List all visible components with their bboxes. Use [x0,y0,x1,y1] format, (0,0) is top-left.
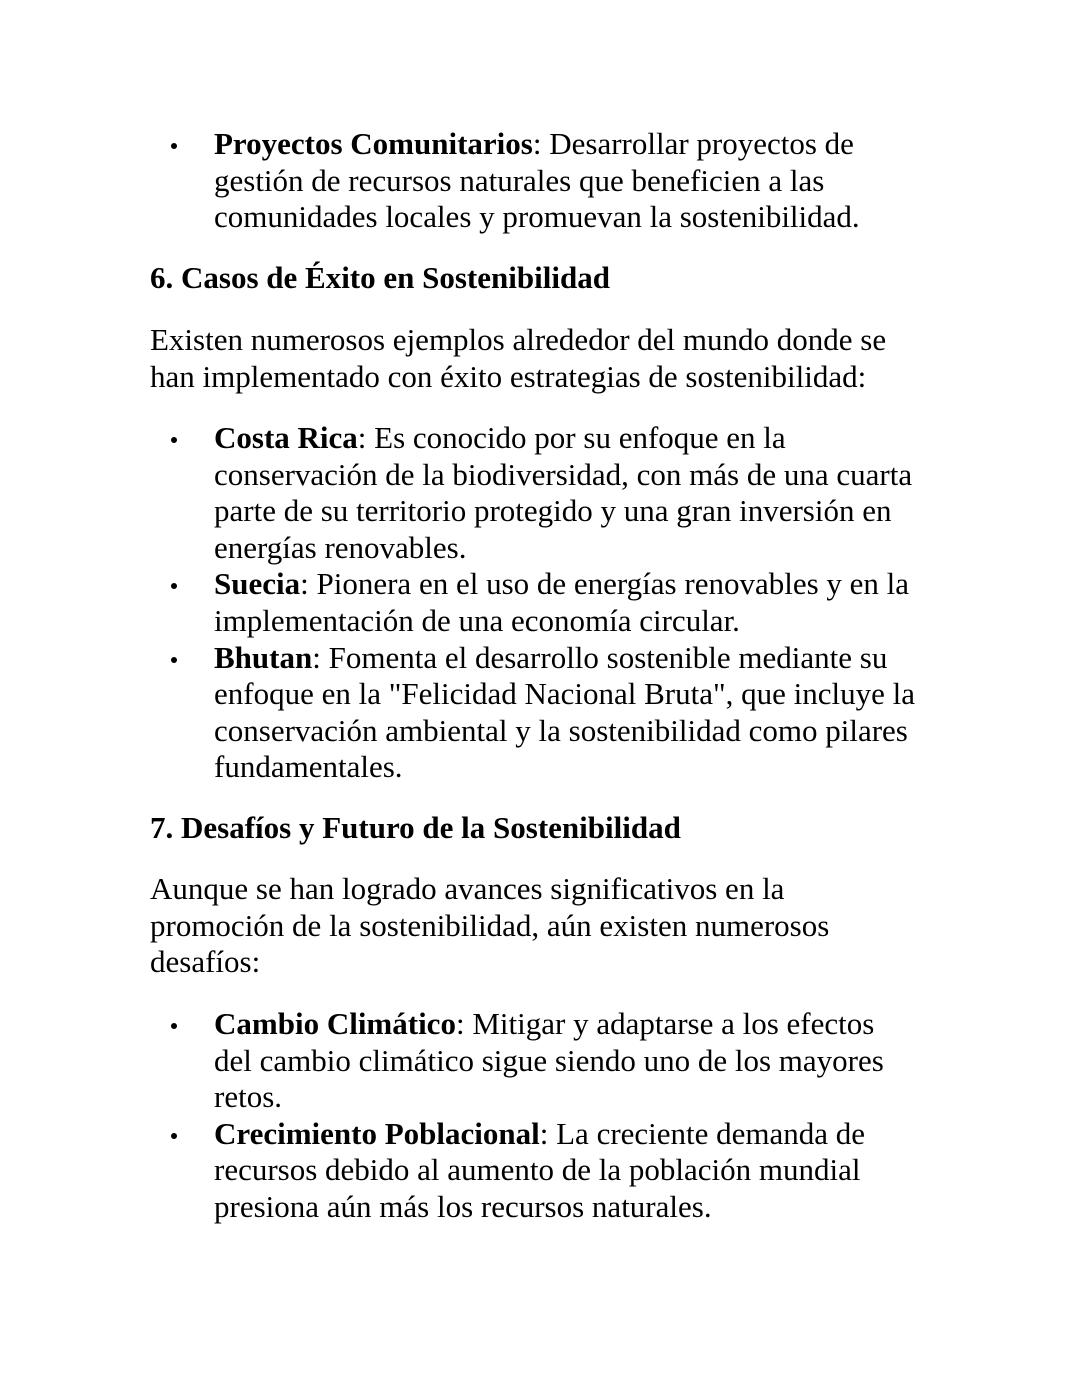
bullet-icon [171,143,177,149]
item-text: Mitigar y adaptarse a los efectos del cambio climático sigue siendo uno de los mayores retos. [214,1006,884,1115]
item-separator: : [539,1115,549,1151]
list-item [150,640,950,786]
item-separator: : [300,566,309,602]
item-term: Bhutan [214,639,313,675]
list-item [150,126,890,236]
section-heading: 7. Desafíos y Futuro de la Sostenibilidad [150,810,681,845]
bullet-icon [171,1023,177,1029]
item-text: Desarrollar proyectos de gestión de recursos naturales que beneficien a las comunidades locales y promuevan la sostenibilidad. [214,126,860,235]
item-term: Cambio Climático [214,1006,456,1041]
bullet-list-success-cases [150,420,950,786]
section-heading: 6. Casos de Éxito en Sostenibilidad [150,260,610,295]
bullet-icon [171,583,177,589]
bullet-icon [171,437,177,443]
list-item [150,1116,910,1226]
item-term: Crecimiento Poblacional [214,1115,540,1151]
list-item [150,1006,910,1116]
item-text: Pionera en el uso de energías renovables y en la implementación de una economía circular. [214,566,910,638]
item-term: Suecia [214,566,301,602]
bullet-icon [171,1133,177,1139]
item-term: Proyectos Comunitarios [214,126,533,161]
item-separator: : [357,420,367,455]
bullet-list-community [150,126,890,236]
item-separator: : [455,1006,465,1041]
item-separator: : [312,639,321,675]
bullet-list-challenges [150,1006,910,1226]
item-text: La creciente demanda de recursos debido al aumento de la población mundial presiona aún más los recursos naturales. [214,1115,866,1224]
section-intro: Aunque se han logrado avances significativos en la promoción de la sostenibilidad, aún existen numerosos desafíos: [150,871,830,980]
item-term: Costa Rica [214,420,358,455]
item-separator: : [532,126,542,161]
list-item [150,566,950,639]
section-intro: Existen numerosos ejemplos alrededor del mundo donde se han implementado con éxito estrategias de sostenibilidad: [150,322,887,394]
item-text: Fomenta el desarrollo sostenible mediante su enfoque en la "Felicidad Nacional Bruta", que incluye la conservación ambiental y la sostenibilidad como pilares fundamentales. [214,639,916,785]
list-item [150,420,950,566]
item-text: Es conocido por su enfoque en la conservación de la biodiversidad, con más de una cuarta parte de su territorio protegido y una gran inversión en energías renovables. [214,420,913,565]
bullet-icon [171,657,177,663]
